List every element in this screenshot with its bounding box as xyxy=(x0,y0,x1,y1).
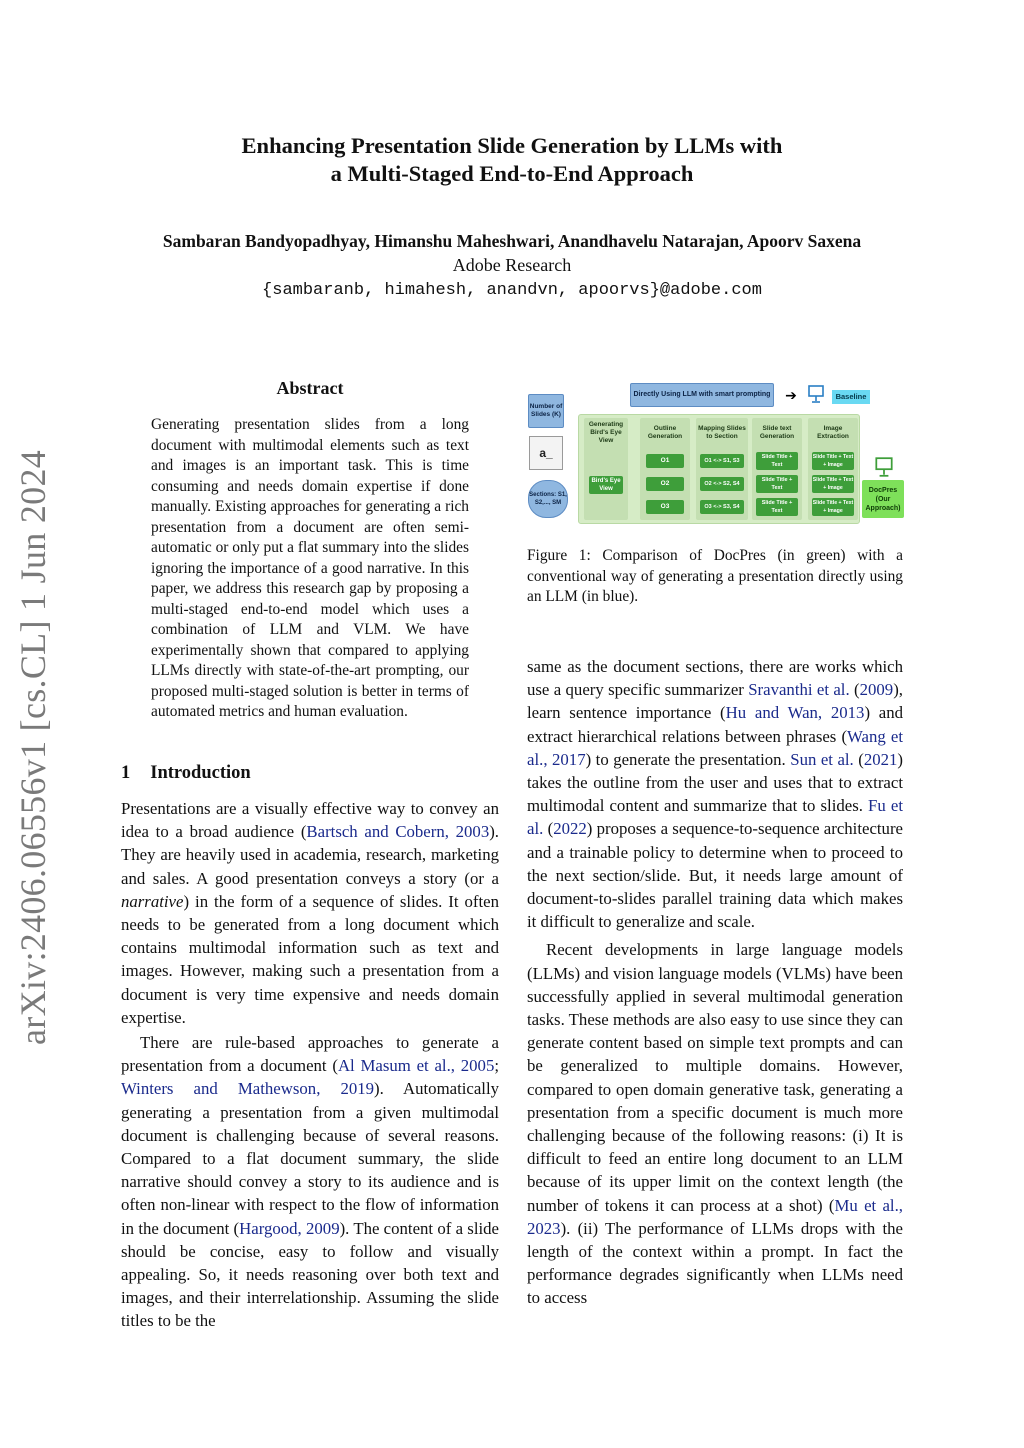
outline-item: O3 xyxy=(646,500,684,514)
presentation-icon xyxy=(872,456,896,478)
section-number: 1 xyxy=(121,763,131,783)
slide-text-item: Slide Title + Text xyxy=(756,475,798,493)
arrow-right-icon: ➔ xyxy=(785,387,797,403)
document-icon xyxy=(529,436,563,470)
header-birds-eye: Generating Bird's Eye View xyxy=(588,421,624,444)
title-line-1: Enhancing Presentation Slide Generation by LLMs with xyxy=(241,133,783,158)
baseline-label: Baseline xyxy=(832,390,870,404)
document-glyph: a_ xyxy=(539,446,553,460)
section-heading-introduction xyxy=(121,763,251,784)
image-item: Slide Title + Text + Image xyxy=(812,477,854,491)
image-item: Slide Title + Text + Image xyxy=(812,454,854,468)
abstract-text: Generating presentation slides from a long document with multimodal elements such as text and images is an important task. This is time consuming and needs domain expertise if done manually. Existing approaches for generating a rich presentation from a document are often semi-automatic or only put a flat summary into the slides ignoring the importance of a good narrative. In this paper, we address this research gap by proposing a multi-staged end-to-end model which uses a combination of LLM and VLM. We have experimentally shown that compared to applying LLMs directly with state-of-the-art prompting, our proposed multi-staged solution is better in terms of automated metrics and human evaluation. xyxy=(151,416,469,720)
presentation-icon xyxy=(806,384,826,404)
slide-text-item: Slide Title + Text xyxy=(756,498,798,516)
affiliation: Adobe Research xyxy=(452,255,572,275)
email[interactable]: {sambaranb, himahesh, anandvn, apoorvs}@adobe.com xyxy=(262,281,762,300)
outline-item: O1 xyxy=(646,454,684,468)
abstract-heading: Abstract xyxy=(276,378,344,398)
citation-link[interactable]: Winters and Mathewson, 2019 xyxy=(121,1079,375,1099)
title-line-2: a Multi-Staged End-to-End Approach xyxy=(330,161,694,186)
sections-cloud: Sections: S1, S2,..., SM xyxy=(528,480,568,518)
citation-link[interactable]: 2022 xyxy=(553,819,587,839)
citation-link[interactable]: Hargood, 2009 xyxy=(239,1218,340,1238)
citation-link[interactable]: Fu et al. xyxy=(527,796,903,839)
image-item: Slide Title + Text + Image xyxy=(812,500,854,514)
citation-link[interactable]: 2009 xyxy=(859,680,894,700)
right-column-body xyxy=(527,655,903,1310)
citation-link[interactable]: Wang et al., 2017 xyxy=(527,726,904,769)
section-title: Introduction xyxy=(150,763,251,783)
mapping-item: O3 <-> S3, S4 xyxy=(700,500,744,514)
arxiv-identifier[interactable]: arXiv:2406.06556v1 [cs.CL] 1 Jun 2024 xyxy=(13,449,53,1045)
citation-link[interactable]: Hu and Wan, 2013 xyxy=(725,703,865,723)
direct-llm-box: Directly Using LLM with smart prompting xyxy=(630,383,774,407)
authors: Sambaran Bandyopadhyay, Himanshu Maheshwari, Anandhavelu Natarajan, Apoorv Saxena xyxy=(162,231,862,251)
header-outline: Outline Generation xyxy=(647,425,683,440)
figure-1 xyxy=(526,380,906,530)
slide-text-item: Slide Title + Text xyxy=(756,452,798,470)
citation-link[interactable]: Mu et al., 2023 xyxy=(527,1195,903,1238)
figure-caption: Figure 1: Comparison of DocPres (in green) with a conventional way of generating a presentation directly using an LLM (in blue). xyxy=(527,547,903,605)
intro-paragraph-2: There are rule-based approaches to generate a presentation from a document (Al Masum et al., 2005; Winters and Mathewson, 2019). Automatically generating a presentation from a given multimodal document is challenging because of several reasons. Compared to a flat document summary, the slide narrative should convey a story to its audience and is often non-linear with respect to the flow of information in the document (Hargood, 2009). The content of a slide should be concise, easy to follow and visually appealing. So, it needs reasoning over both text and images, and their interrelationship. Assuming the slide titles to be the xyxy=(121,1033,500,1331)
outline-item: O2 xyxy=(646,477,684,491)
intro-paragraph-3: same as the document sections, there are works which use a query specific summarizer Sravanthi et al. (2009), learn sentence importance (Hu and Wan, 2013) and extract hierarchical relations between phrases (Wang et al., 2017) to generate the presentation. Sun et al. (2021) takes the outline from the user and uses that to extract multimodal content and summarize that to slides. Fu et al. (2022) proposes a sequence-to-sequence architecture and a trainable policy to determine when to proceed to the next section/slide. But, it needs large amount of document-to-slides parallel training data which makes it difficult to generalize and scale. xyxy=(527,657,904,932)
mapping-item: O2 <-> S2, S4 xyxy=(700,477,744,491)
left-column-body xyxy=(121,797,499,1333)
docpres-label: DocPres (Our Approach) xyxy=(862,480,904,518)
citation-link[interactable]: Al Masum et al., 2005 xyxy=(337,1056,495,1076)
citation-link[interactable]: 2021 xyxy=(863,749,898,769)
mapping-item: O1 <-> S1, S3 xyxy=(700,454,744,468)
birds-eye-button: Bird's Eye View xyxy=(589,476,623,494)
citation-link[interactable]: Sun et al. xyxy=(790,749,854,769)
num-slides-box: Number of Slides (K) xyxy=(528,394,564,428)
citation-link[interactable]: Bartsch and Cobern, 2003 xyxy=(306,822,490,842)
header-image: Image Extraction xyxy=(817,425,849,440)
header-slide-text: Slide text Generation xyxy=(759,425,795,440)
paper-title xyxy=(0,132,1024,188)
intro-paragraph-1: Presentations are a visually effective way to convey an idea to a broad audience (Bartsch and Cobern, 2003). They are heavily used in academia, research, marketing and sales. A good presentation conveys a story (or a narrative) in the form of a sequence of slides. It often needs to be generated from a long document which contains multimodal information such as text and images. However, making such a presentation from a document is very time expensive and needs domain expertise. xyxy=(121,799,499,1027)
citation-link[interactable]: Sravanthi et al. xyxy=(748,680,850,700)
header-mapping: Mapping Slides to Section xyxy=(698,425,746,440)
intro-paragraph-4: Recent developments in large language models (LLMs) and vision language models (VLMs) have been successfully applied in several multimodal generation tasks. These methods are also easy to use since they can generate content based on simple text prompts and can be generalized to multiple domains. However, compared to open domain generative task, generating a presentation from a specific document is much more challenging because of the following reasons: (i) It is difficult to feed an entire long document to an LLM because of its upper limit on the context length (the number of tokens it can process at a shot) (Mu et al., 2023). (ii) The performance of LLMs drops with the length of the context within a prompt. In fact the performance degrades significantly when LLMs need to access xyxy=(527,940,903,1308)
